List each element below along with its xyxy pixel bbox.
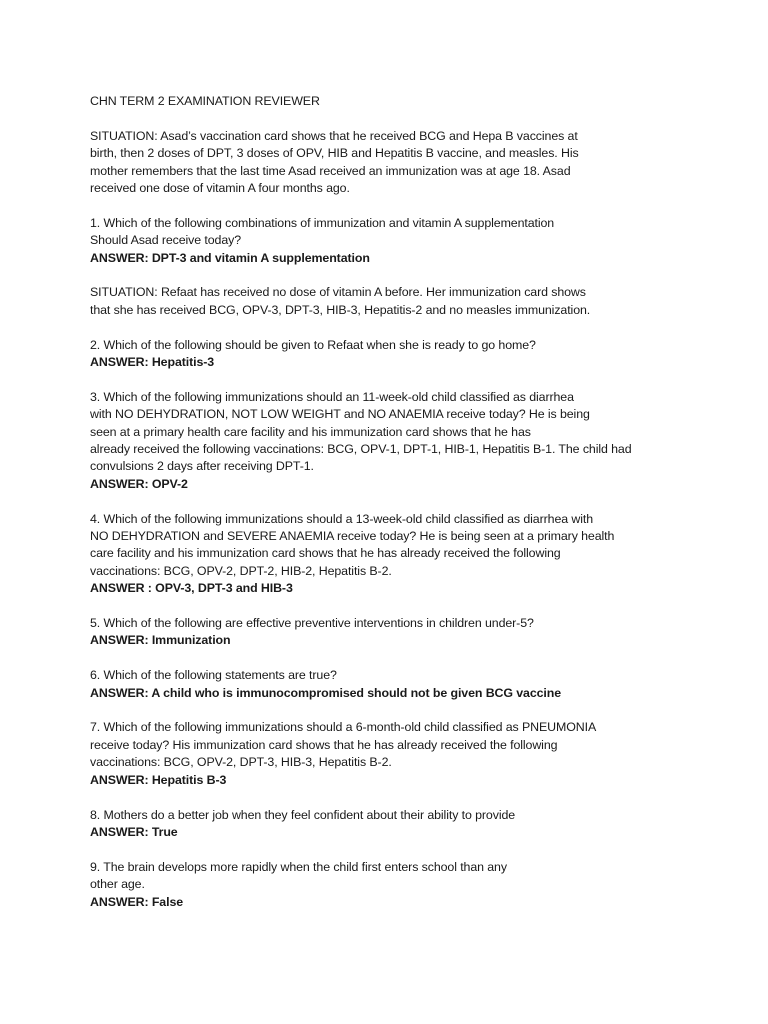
question-7-line: receive today? His immunization card shows that he has already received the following [90, 737, 558, 752]
document-page [90, 93, 630, 911]
question-7-line: 7. Which of the following immunizations should a 6-month-old child classified as PNEUMONIA [90, 720, 597, 735]
question-6 [90, 667, 630, 702]
answer-6: ANSWER: A child who is immunocompromised should not be given BCG vaccine [90, 685, 562, 700]
question-9 [90, 859, 630, 911]
question-4 [90, 511, 630, 598]
question-1-line: 1. Which of the following combinations of immunization and vitamin A supplementation [90, 215, 555, 230]
question-1 [90, 215, 630, 267]
question-3-line: seen at a primary health care facility and his immunization card shows that he has [90, 424, 531, 439]
question-8-line: 8. Mothers do a better job when they feel confident about their ability to provide [90, 807, 516, 822]
question-2-line: 2. Which of the following should be given to Refaat when she is ready to go home? [90, 337, 536, 352]
document-title: CHN TERM 2 EXAMINATION REVIEWER [90, 94, 320, 108]
question-3 [90, 389, 630, 493]
question-9-line: 9. The brain develops more rapidly when the child first enters school than any [90, 859, 507, 874]
situation-1-line: mother remembers that the last time Asad received an immunization was at age 18. Asad [90, 163, 571, 178]
question-4-line: NO DEHYDRATION and SEVERE ANAEMIA receive today? He is being seen at a primary health [90, 529, 615, 544]
question-3-line: already received the following vaccinations: BCG, OPV-1, DPT-1, HIB-1, Hepatitis B-1. The child had [90, 442, 632, 457]
question-4-line: vaccinations: BCG, OPV-2, DPT-2, HIB-2, Hepatitis B-2. [90, 563, 392, 578]
answer-2: ANSWER: Hepatitis-3 [90, 355, 215, 370]
situation-2-line: that she has received BCG, OPV-3, DPT-3, HIB-3, Hepatitis-2 and no measles immunization. [90, 302, 591, 317]
question-7-line: vaccinations: BCG, OPV-2, DPT-3, HIB-3, Hepatitis B-2. [90, 755, 392, 770]
answer-7: ANSWER: Hepatitis B-3 [90, 772, 227, 787]
answer-3: ANSWER: OPV-2 [90, 476, 188, 491]
answer-5: ANSWER: Immunization [90, 633, 231, 648]
question-9-line: other age. [90, 877, 145, 892]
question-1-line: Should Asad receive today? [90, 233, 242, 248]
question-3-line: 3. Which of the following immunizations should an 11-week-old child classified as diarrhea [90, 389, 574, 404]
question-2 [90, 337, 630, 372]
situation-1-line: birth, then 2 doses of DPT, 3 doses of OPV, HIB and Hepatitis B vaccine, and measles. His [90, 146, 579, 161]
question-7 [90, 719, 630, 789]
situation-1 [90, 128, 630, 198]
question-3-line: with NO DEHYDRATION, NOT LOW WEIGHT and NO ANAEMIA receive today? He is being [90, 407, 590, 422]
question-8 [90, 807, 630, 842]
situation-1-line: received one dose of vitamin A four months ago. [90, 181, 350, 196]
situation-2 [90, 284, 630, 319]
situation-2-line: SITUATION: Refaat has received no dose of vitamin A before. Her immunization card shows [90, 285, 586, 300]
question-5 [90, 615, 630, 650]
question-4-line: 4. Which of the following immunizations should a 13-week-old child classified as diarrhea with [90, 511, 593, 526]
answer-8: ANSWER: True [90, 824, 178, 839]
question-6-line: 6. Which of the following statements are true? [90, 668, 337, 683]
question-3-line: convulsions 2 days after receiving DPT-1. [90, 459, 314, 474]
question-5-line: 5. Which of the following are effective preventive interventions in children under-5? [90, 616, 534, 631]
answer-4: ANSWER : OPV-3, DPT-3 and HIB-3 [90, 581, 293, 596]
question-4-line: care facility and his immunization card shows that he has already received the following [90, 546, 561, 561]
answer-9: ANSWER: False [90, 894, 184, 909]
situation-1-line: SITUATION: Asad’s vaccination card shows that he received BCG and Hepa B vaccines at [90, 128, 578, 143]
answer-1: ANSWER: DPT-3 and vitamin A supplementation [90, 250, 370, 265]
